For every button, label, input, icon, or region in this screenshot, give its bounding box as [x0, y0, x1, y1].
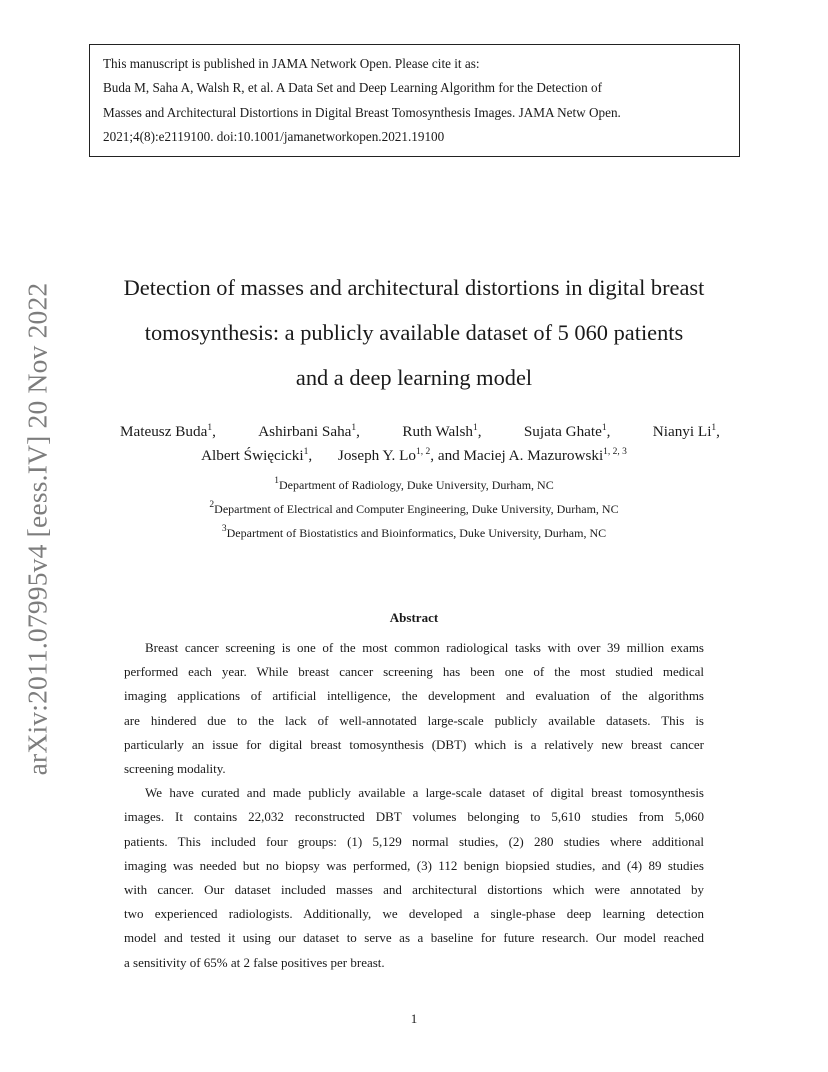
abstract-line: particularly an issue for digital breast tomosynthesis (DBT) which is a relatively new breast cancer [124, 736, 704, 752]
abstract-line: screening modality. [124, 761, 226, 777]
abstract-line: performed each year. While breast cancer screening has been one of the most studied medical [124, 664, 704, 680]
author-list [90, 420, 738, 468]
abstract-line: two experienced radiologists. Additionally, we developed a single-phase deep learning detection [124, 906, 704, 922]
abstract-line: images. It contains 22,032 reconstructed DBT volumes belonging to 5,610 studies from 5,060 [124, 809, 704, 825]
abstract-body [124, 636, 704, 975]
author: Ashirbani Saha$^1$, [258, 423, 360, 440]
paper-title [90, 265, 738, 400]
abstract-line: model and tested it using our dataset to serve as a baseline for future research. Our model reached [124, 930, 704, 946]
author: Joseph Y. Lo$^{1, 2}$, [337, 447, 435, 464]
abstract-line: patients. This included four groups: (1) 5,129 normal studies, (2) 280 studies where additional [124, 833, 704, 849]
citation-notice-line: This manuscript is published in JAMA Network Open. Please cite it as: [103, 56, 480, 71]
citation-notice-box [89, 44, 740, 157]
affiliations [90, 473, 738, 545]
author-line-2 [90, 444, 738, 468]
arxiv-stamp [14, 282, 60, 776]
abstract-line: imaging was needed but no biopsy was performed, (3) 112 benign biopsied studies, and (4) 89 studies [124, 857, 704, 873]
affiliation: $^3$Department of Biostatistics and Bioinformatics, Duke University, Durham, NC [221, 524, 607, 540]
author: Albert Święcicki$^1$, [201, 447, 313, 464]
author: Ruth Walsh$^1$, [402, 423, 482, 440]
arxiv-stamp-text: arXiv:2011.07995v4 [eess.IV] 20 Nov 2022 [21, 282, 52, 776]
abstract-line: a sensitivity of 65% at 2 false positives per breast. [124, 954, 385, 970]
author: and Maciej A. Mazurowski$^{1, 2, 3}$ [437, 447, 627, 464]
affiliation: $^2$Department of Electrical and Computer Engineering, Duke University, Durham, NC [209, 500, 619, 516]
author: Mateusz Buda$^1$, [120, 423, 216, 440]
author: Sujata Ghate$^1$, [523, 423, 611, 440]
abstract-line: Breast cancer screening is one of the most common radiological tasks with over 39 million exams [145, 640, 704, 655]
abstract-line: We have curated and made publicly available a large-scale dataset of digital breast tomosynthesis [145, 785, 704, 801]
author-line-1 [90, 420, 738, 444]
citation-notice-line: Masses and Architectural Distortions in Digital Breast Tomosynthesis Images. JAMA Netw Open. [103, 104, 621, 120]
affiliation: $^1$Department of Radiology, Duke University, Durham, NC [274, 476, 554, 492]
abstract-line: imaging applications of artificial intelligence, the development and evaluation of the algorithms [124, 688, 704, 704]
citation-notice-line: 2021;4(8):e2119100. doi:10.1001/jamanetworkopen.2021.19100 [103, 128, 445, 144]
paper-title-line: and a deep learning model [295, 365, 533, 390]
author: Nianyi Li$^1$, [652, 423, 720, 440]
citation-notice-line: Buda M, Saha A, Walsh R, et al. A Data Set and Deep Learning Algorithm for the Detection of [103, 80, 602, 96]
page-number: 1 [410, 1011, 418, 1026]
abstract-heading: Abstract [389, 610, 439, 625]
abstract-line: with cancer. Our dataset included masses and architectural distortions which were annotated by [124, 882, 704, 898]
abstract-line: are hindered due to the lack of well-annotated large-scale publicly available datasets. This is [124, 712, 704, 728]
paper-title-line: tomosynthesis: a publicly available dataset of 5 060 patients [144, 320, 684, 345]
paper-title-line: Detection of masses and architectural distortions in digital breast [123, 275, 705, 300]
